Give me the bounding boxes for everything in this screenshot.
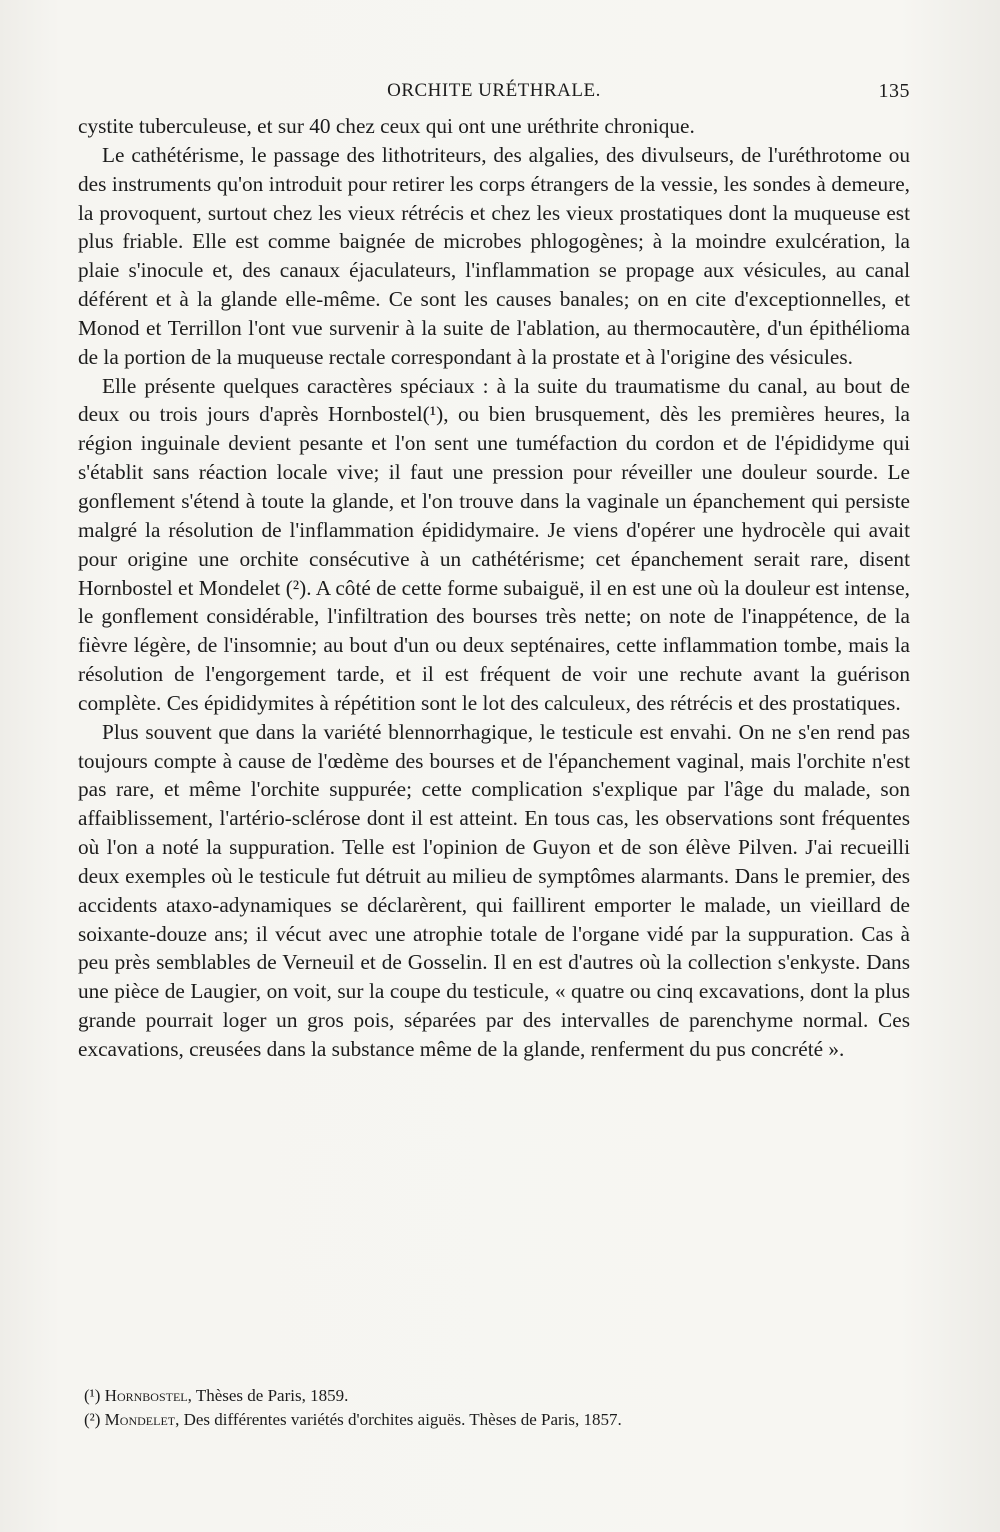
footnote-mark: (¹) bbox=[84, 1386, 101, 1405]
footnote bbox=[84, 1384, 904, 1408]
footnote-text: , Thèses de Paris, 1859. bbox=[187, 1386, 349, 1405]
paragraph: Le cathétérisme, le passage des lithotriteurs, des algalies, des divulseurs, de l'uréthrotome ou des instruments qu'on introduit pour retirer les corps étrangers de la vessie, les sondes à demeure, la provoquent, surtout chez les vieux rétrécis et chez les vieux prostatiques dont la muqueuse est plus friable. Elle est comme baignée de microbes phlogogènes; à la moindre exulcération, la plaie s'inocule et, des canaux éjaculateurs, l'inflammation se propage aux vésicules, au canal déférent et à la glande elle-même. Ce sont les causes banales; on en cite d'exceptionnelles, et Monod et Terrillon l'ont vue survenir à la suite de l'ablation, au thermocautère, d'un épithélioma de la portion de la muqueuse rectale correspondant à la prostate et à l'origine des vésicules. bbox=[78, 142, 910, 369]
body-text bbox=[78, 112, 910, 1064]
footnotes bbox=[84, 1384, 904, 1432]
page-header bbox=[78, 80, 910, 108]
paragraph: Elle présente quelques caractères spéciaux : à la suite du traumatisme du canal, au bout de deux ou trois jours d'après Hornbostel(¹), ou bien brusquement, dès les premières heures, la région inguinale devient pesante et l'on sent une tuméfaction du cordon et de l'épididyme qui s'établit sans réaction locale vive; il faut une pression pour réveiller une douleur sourde. Le gonflement s'étend à toute la glande, et l'on trouve dans la vaginale un épanchement qui persiste malgré la résolution de l'inflammation épididymaire. Je viens d'opérer une hydrocèle qui avait pour origine une orchite consécutive à un cathétérisme; cet épanchement serait rare, disent Hornbostel et Mondelet (²). A côté de cette forme subaiguë, il en est une où la douleur est intense, le gonflement considérable, l'infiltration des bourses très nette; on note de l'inappétence, de la fièvre légère, de l'insomnie; au bout d'un ou deux septénaires, cette inflammation tombe, mais la résolution de l'engorgement tarde, et il est fréquent de voir une rechute avant la guérison complète. Ces épididymites à répétition sont le lot des calculeux, des rétrécis et des prostatiques. bbox=[78, 373, 910, 715]
footnote-text: , Des différentes variétés d'orchites aiguës. Thèses de Paris, 1857. bbox=[175, 1410, 622, 1429]
footnote bbox=[84, 1408, 904, 1432]
footnote-author: Hornbostel bbox=[104, 1386, 188, 1405]
footnote-mark: (²) bbox=[84, 1410, 101, 1429]
page-number: 135 bbox=[878, 80, 910, 102]
paragraph: Plus souvent que dans la variété blennorrhagique, le testicule est envahi. On ne s'en rend pas toujours compte à cause de l'œdème des bourses et de l'épanchement vaginal, mais l'orchite n'est pas rare, et même l'orchite suppurée; cette complication s'explique par l'âge du malade, son affaiblissement, l'artério-sclérose dont il est atteint. En tous cas, les observations sont fréquentes où l'on a noté la suppuration. Telle est l'opinion de Guyon et de son élève Pilven. J'ai recueilli deux exemples où le testicule fut détruit au milieu de symptômes alarmants. Dans le premier, des accidents ataxo-adynamiques se déclarèrent, qui faillirent emporter le malade, un vieillard de soixante-douze ans; il vécut avec une atrophie totale de l'organe vidé par la suppuration. Cas à peu près semblables de Verneuil et de Gosselin. Il en est d'autres où la collection s'enkyste. Dans une pièce de Laugier, on voit, sur la coupe du testicule, « quatre ou cinq excavations, dont la plus grande pourrait loger un gros pois, séparées par des intervalles de parenchyme normal. Ces excavations, creusées dans la substance même de la glande, renferment du pus concrété ». bbox=[78, 719, 910, 1061]
running-title: ORCHITE URÉTHRALE. bbox=[387, 80, 601, 101]
footnote-author: Mondelet bbox=[104, 1410, 176, 1429]
paragraph-continuation: cystite tuberculeuse, et sur 40 chez ceux qui ont une uréthrite chronique. bbox=[78, 114, 695, 138]
